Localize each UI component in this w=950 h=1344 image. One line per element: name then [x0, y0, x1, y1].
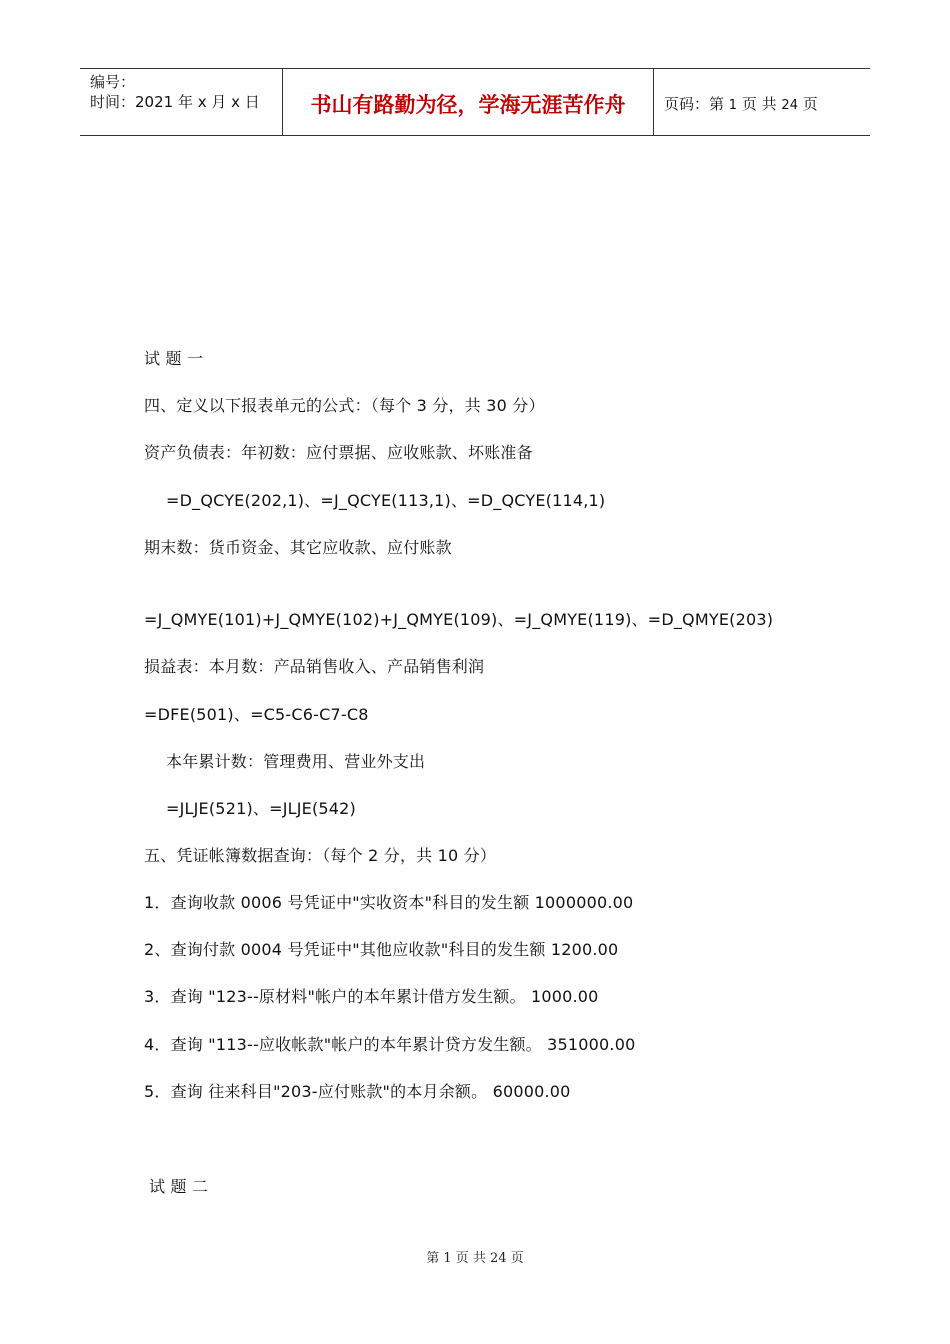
document-header	[80, 68, 870, 136]
query-item-1: 1．查询收款 0006 号凭证中"实收资本"科目的发生额 1000000.00	[144, 893, 634, 912]
time-line: 时间：2021 年 x 月 x 日	[90, 93, 260, 111]
page-info	[664, 93, 818, 114]
page-total: 24	[781, 98, 798, 113]
header-right-cell	[654, 69, 870, 135]
page-suffix: 页	[802, 95, 818, 113]
page-label: 页码：第	[664, 95, 725, 113]
formula-line-3: =DFE(501)、=C5-C6-C7-C8	[144, 705, 369, 724]
serial-number-label: 编号：	[90, 73, 136, 91]
ytd-line: 本年累计数：管理费用、营业外支出	[166, 752, 426, 771]
query-item-2: 2、查询付款 0004 号凭证中"其他应收款"科目的发生额 1200.00	[144, 940, 619, 959]
formula-line-2: =J_QMYE(101)+J_QMYE(102)+J_QMYE(109)、=J_QMYE(119)、=D_QMYE(203)	[144, 610, 774, 629]
balance-sheet-line: 资产负债表：年初数：应付票据、应收账款、坏账准备	[144, 443, 533, 462]
period-end-line: 期末数：货币资金、其它应收款、应付账款	[144, 538, 452, 557]
formula-line-4: =JLJE(521)、=JLJE(542)	[166, 799, 356, 818]
query-item-4: 4．查询 "113--应收帐款"帐户的本年累计贷方发生额。 351000.00	[144, 1035, 636, 1054]
income-statement-line: 损益表：本月数：产品销售收入、产品销售利润	[144, 657, 485, 676]
formula-line-1: =D_QCYE(202,1)、=J_QCYE(113,1)、=D_QCYE(114,1)	[166, 491, 606, 510]
section-title-1: 试 题 一	[144, 349, 204, 368]
page-mid: 页 共	[741, 95, 777, 113]
page-number: 1	[728, 98, 738, 113]
header-left-cell	[80, 69, 282, 135]
section-title-2: 试 题 二	[149, 1177, 209, 1196]
question-heading-4: 四、定义以下报表单元的公式：（每个 3 分，共 30 分）	[144, 396, 545, 415]
query-item-5: 5．查询 往来科目"203-应付账款"的本月余额。 60000.00	[144, 1082, 571, 1101]
query-item-3: 3．查询 "123--原材料"帐户的本年累计借方发生额。 1000.00	[144, 987, 599, 1006]
page-footer: 第 1 页 共 24 页	[426, 1251, 524, 1266]
header-middle-cell	[282, 69, 654, 135]
question-heading-5: 五、凭证帐簿数据查询：（每个 2 分，共 10 分）	[144, 846, 497, 865]
motto-text: 书山有路勤为径，学海无涯苦作舟	[310, 93, 626, 117]
